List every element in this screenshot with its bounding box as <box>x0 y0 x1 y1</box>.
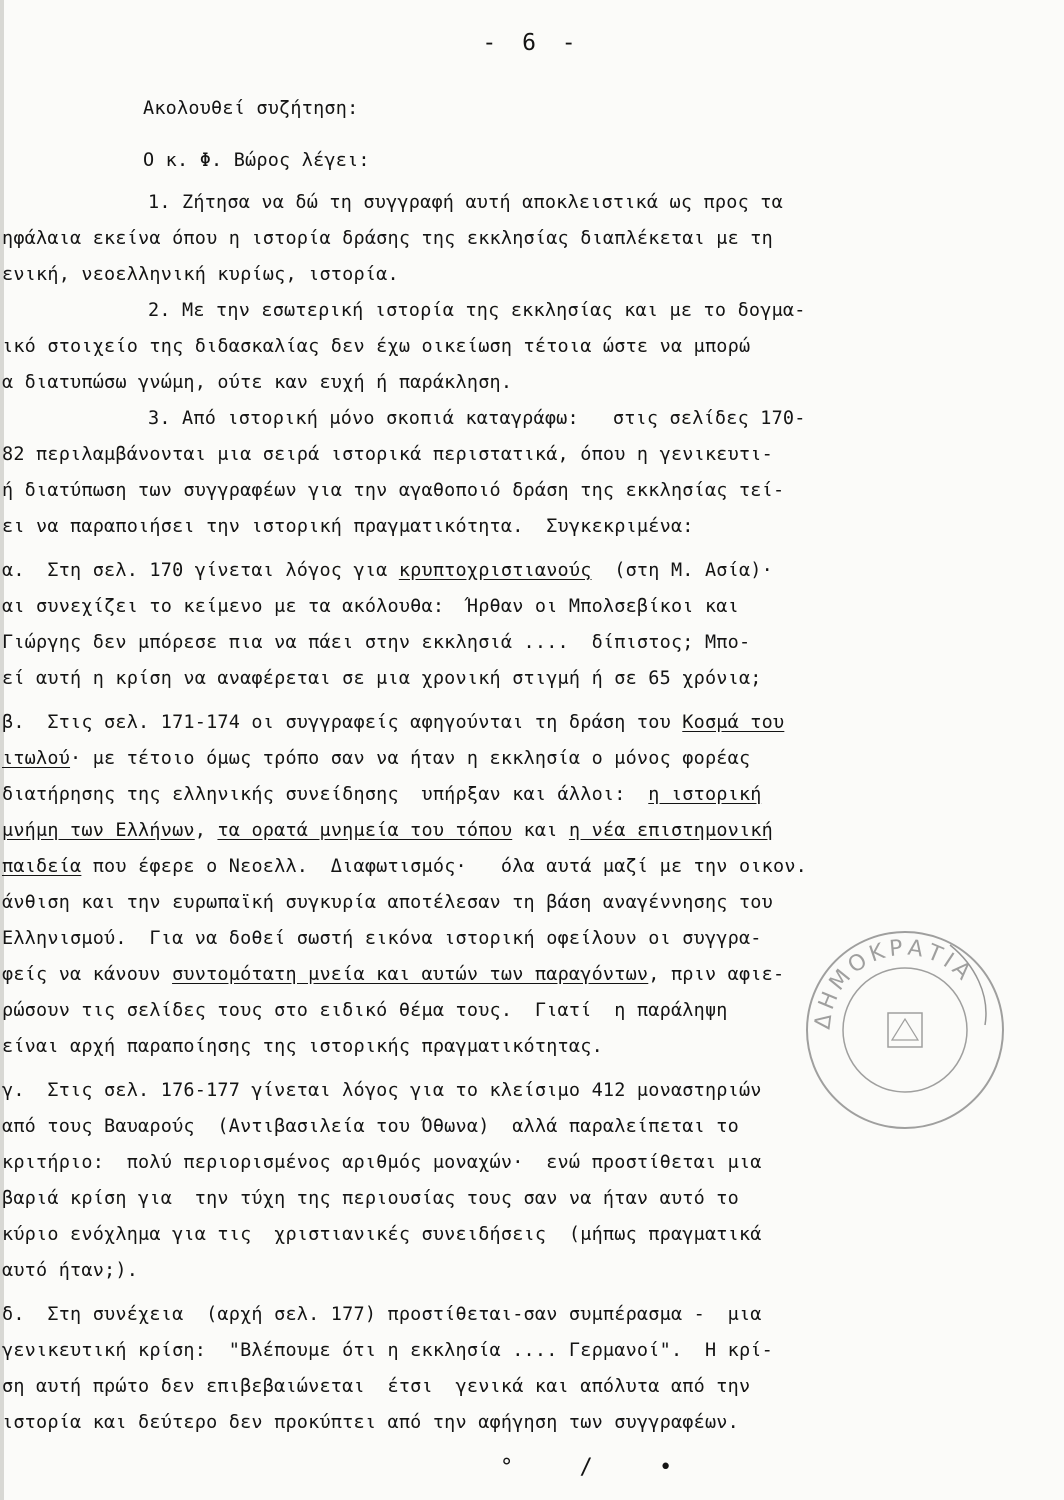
text-line: Ακολουθεί συζήτηση: <box>143 98 359 119</box>
text-line: κριτήριο: πολύ περιορισμένος αριθμός μοναχών· ενώ προστίθεται μια <box>2 1152 762 1173</box>
text-segment: · με τέτοιο όμως τρόπο σαν να ήταν η εκκλησία ο μόνος φορέας <box>70 748 751 769</box>
text-line-item-a <box>2 560 773 581</box>
underlined-term: παιδεία <box>2 856 82 877</box>
underlined-term: κρυπτοχριστιανούς <box>398 560 592 581</box>
text-line: κύριο ενόχλημα για τις χριστιανικές συνειδήσεις (μήπως πραγματικά <box>2 1224 762 1245</box>
svg-text:ΔΗΜΟΚΡΑΤΙΑ <box>811 936 978 1031</box>
text-segment: , πριν αφιε- <box>648 964 785 985</box>
text-line: 1. Ζήτησα να δώ τη συγγραφή αυτή αποκλειστικά ως προς τα <box>148 192 783 213</box>
text-line: Ελληνισμού. Για να δοθεί σωστή εικόνα ιστορική οφείλουν οι συγγρα- <box>2 928 762 949</box>
text-line: ιστορία και δεύτερο δεν προκύπτει από την αφήγηση των συγγραφέων. <box>2 1412 739 1433</box>
text-line: είναι αρχή παραποίησης της ιστορικής πραγματικότητας. <box>2 1036 603 1057</box>
page-number: - 6 - <box>482 30 582 56</box>
underlined-term: Κοσμά του <box>682 712 785 733</box>
text-line: 2. Με την εσωτερική ιστορία της εκκλησίας και με το δογμα- <box>148 300 806 321</box>
official-seal-stamp <box>800 925 1010 1135</box>
text-line: ει να παραποιήσει την ιστορική πραγματικότητα. Συγκεκριμένα: <box>2 516 694 537</box>
underlined-term: η νέα επιστημονική <box>568 820 774 841</box>
underlined-term: η ιστορική <box>648 784 762 805</box>
text-segment: (στη Μ. Ασία)· <box>591 560 773 581</box>
text-line <box>2 820 773 841</box>
text-line: γενικευτική κρίση: "Βλέπουμε ότι η εκκλησία .... Γερμανοί". Η κρί- <box>2 1340 773 1361</box>
text-line-item-c: γ. Στις σελ. 176-177 γίνεται λόγος για το κλείσιμο 412 μοναστηριών <box>2 1080 762 1101</box>
underlined-term: ιτωλού <box>2 748 71 769</box>
text-line: ηφάλαια εκείνα όπου η ιστορία δράσης της εκκλησίας διαπλέκεται με τη <box>2 228 773 249</box>
text-line-item-b <box>2 712 784 733</box>
text-line: α διατυπώσω γνώμη, ούτε καν ευχή ή παράκληση. <box>2 372 513 393</box>
text-line <box>2 748 750 769</box>
text-line: αι συνεχίζει το κείμενο με τα ακόλουθα: Ήρθαν οι Μπολσεβίκοι και <box>2 596 739 617</box>
text-segment: φείς να κάνουν <box>2 964 173 985</box>
text-line: αυτό ήταν;). <box>2 1260 139 1281</box>
text-line: Ο κ. Φ. Βώρος λέγει: <box>143 150 370 171</box>
text-line: βαριά κρίση για την τύχη της περιουσίας τους σαν να ήταν αυτό το <box>2 1188 739 1209</box>
text-line: εί αυτή η κρίση να αναφέρεται σε μια χρονική στιγμή ή σε 65 χρόνια; <box>2 668 762 689</box>
text-line: από τους Βαυαρούς (Αντιβασιλεία του Όθωνα) αλλά παραλείπεται το <box>2 1116 739 1137</box>
text-line: ση αυτή πρώτο δεν επιβεβαιώνεται έτσι γενικά και απόλυτα από την <box>2 1376 751 1397</box>
text-line: 3. Από ιστορική μόνο σκοπιά καταγράφω: στις σελίδες 170- <box>148 408 806 429</box>
underlined-term: τα ορατά μνημεία του τόπου <box>217 820 513 841</box>
underlined-term: συντομότατη μνεία και αυτών των παραγόντων <box>172 964 649 985</box>
text-line: άνθιση και την ευρωπαϊκή συγκυρία αποτέλεσαν τη βάση αναγέννησης του <box>2 892 773 913</box>
text-segment: που έφερε ο Νεοελλ. Διαφωτισμός· όλα αυτά μαζί με την οικον. <box>81 856 808 877</box>
text-segment: α. Στη σελ. 170 γίνεται λόγος για <box>2 560 399 581</box>
text-line: ενική, νεοελληνική κυρίως, ιστορία. <box>2 264 399 285</box>
text-segment: και <box>512 820 569 841</box>
text-line <box>2 964 784 985</box>
text-line: 82 περιλαμβάνονται μια σειρά ιστορικά περιστατικά, όπου η γενικευτι- <box>2 444 773 465</box>
text-line-item-d: δ. Στη συνέχεια (αρχή σελ. 177) προστίθεται-σαν συμπέρασμα - μια <box>2 1304 762 1325</box>
text-segment: β. Στις σελ. 171-174 οι συγγραφείς αφηγούνται τη δράση του <box>2 712 683 733</box>
text-segment: , <box>194 820 218 841</box>
underlined-term: μνήμη των Ελλήνων <box>2 820 195 841</box>
text-line: Γιώργης δεν μπόρεσε πια να πάει στην εκκλησιά .... δίπιστος; Μπο- <box>2 632 751 653</box>
text-line: ή διατύπωση των συγγραφέων για την αγαθοποιό δράση της εκκλησίας τεί- <box>2 480 785 501</box>
text-line: ρώσουν τις σελίδες τους στο ειδικό θέμα τους. Γιατί η παράληψη <box>2 1000 728 1021</box>
footer-marks: ° / • <box>500 1455 673 1480</box>
text-line <box>2 856 807 877</box>
text-line: ικό στοιχείο της διδασκαλίας δεν έχω οικείωση τέτοια ώστε να μπορώ <box>2 336 751 357</box>
seal-text: ΔΗΜΟΚΡΑΤΙΑ <box>810 935 979 1031</box>
text-segment: διατήρησης της ελληνικής συνείδησης υπήρξαν και άλλοι: <box>2 784 649 805</box>
text-line <box>2 784 762 805</box>
